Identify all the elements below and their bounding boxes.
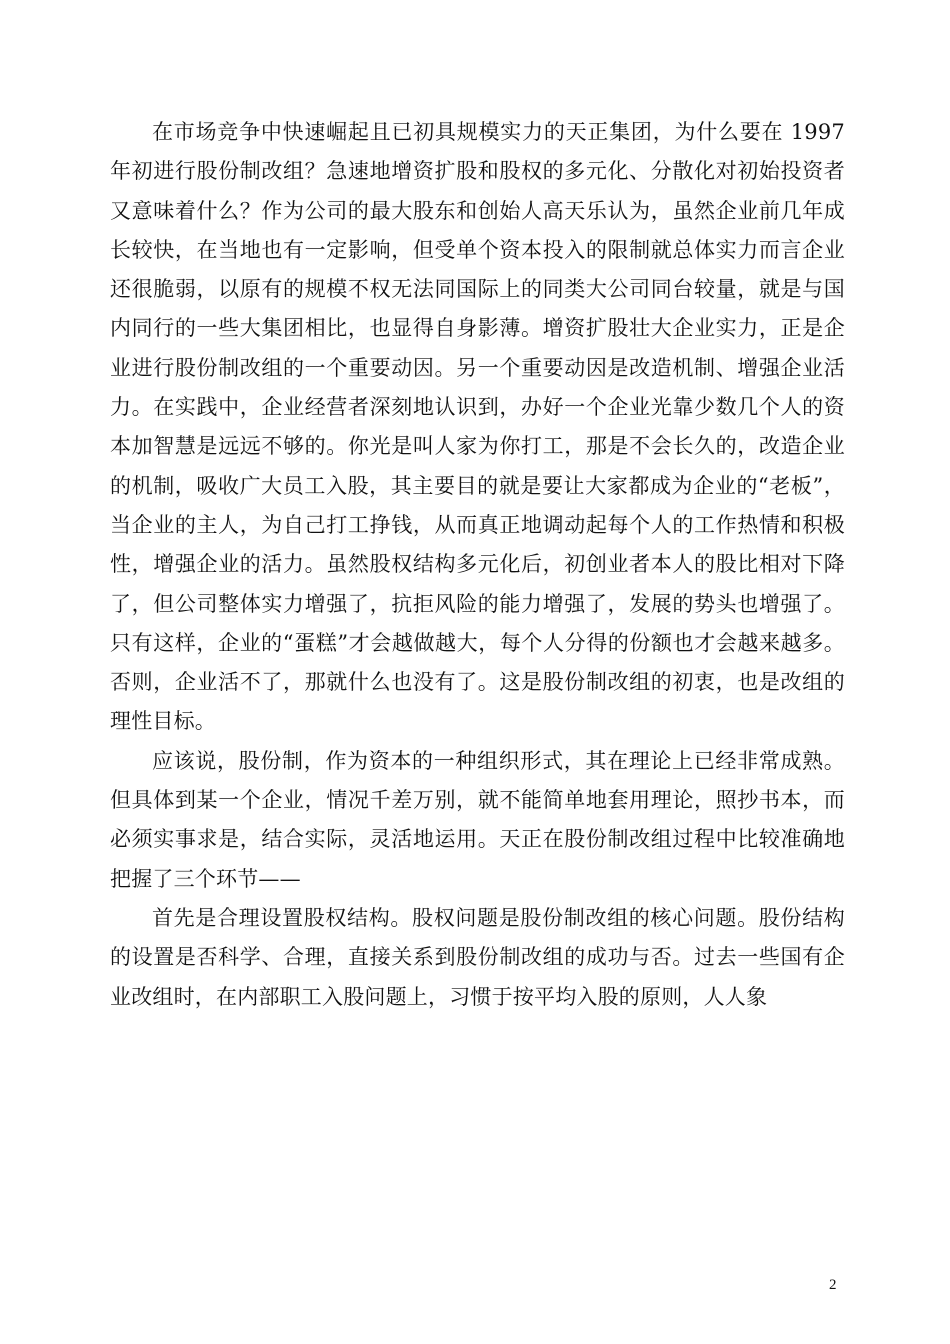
paragraph-shareholding-theory: 应该说，股份制，作为资本的一种组织形式，其在理论上已经非常成熟。但具体到某一个企业，情况千差万别，就不能简单地套用理论，照抄书本，而必须实事求是，结合实际，灵活地运用。天正在股份制改组过程中比较准确地把握了三个环节——: [110, 748, 845, 891]
page-number: 2: [829, 1277, 837, 1293]
paragraph-restructuring-motives: 在市场竞争中快速崛起且已初具规模实力的天正集团，为什么要在 1997 年初进行股份制改组？急速地增资扩股和股权的多元化、分散化对初始投资者又意味着什么？作为公司的最大股东和创始人高天乐认为，虽然企业前几年成长较快，在当地也有一定影响，但受单个资本投入的限制就总体实力而言企业还很脆弱，以原有的规模不权无法同国际上的同类大公司同台较量，就是与国内同行的一些大集团相比，也显得自身影薄。增资扩股壮大企业实力，正是企业进行股份制改组的一个重要动因。另一个重要动因是改造机制、增强企业活力。在实践中，企业经营者深刻地认识到，办好一个企业光靠少数几个人的资本加智慧是远远不够的。你光是叫人家为你打工，那是不会长久的，改造企业的机制，吸收广大员工入股，其主要目的就是要让大家都成为企业的“老板”，当企业的主人，为自己打工挣钱，从而真正地调动起每个人的工作热情和积极性，增强企业的活力。虽然股权结构多元化后，初创业者本人的股比相对下降了，但公司整体实力增强了，抗拒风险的能力增强了，发展的势头也增强了。只有这样，企业的“蛋糕”才会越做越大，每个人分得的份额也才会越来越多。否则，企业活不了，那就什么也没有了。这是股份制改组的初衷，也是改组的理性目标。: [110, 120, 845, 734]
paragraph-equity-structure: 首先是合理设置股权结构。股权问题是股份制改组的核心问题。股份结构的设置是否科学、合理，直接关系到股份制改组的成功与否。过去一些国有企业改组时，在内部职工入股问题上，习惯于按平均入股的原则，人人象: [110, 905, 845, 1009]
body-text: [110, 113, 845, 1017]
